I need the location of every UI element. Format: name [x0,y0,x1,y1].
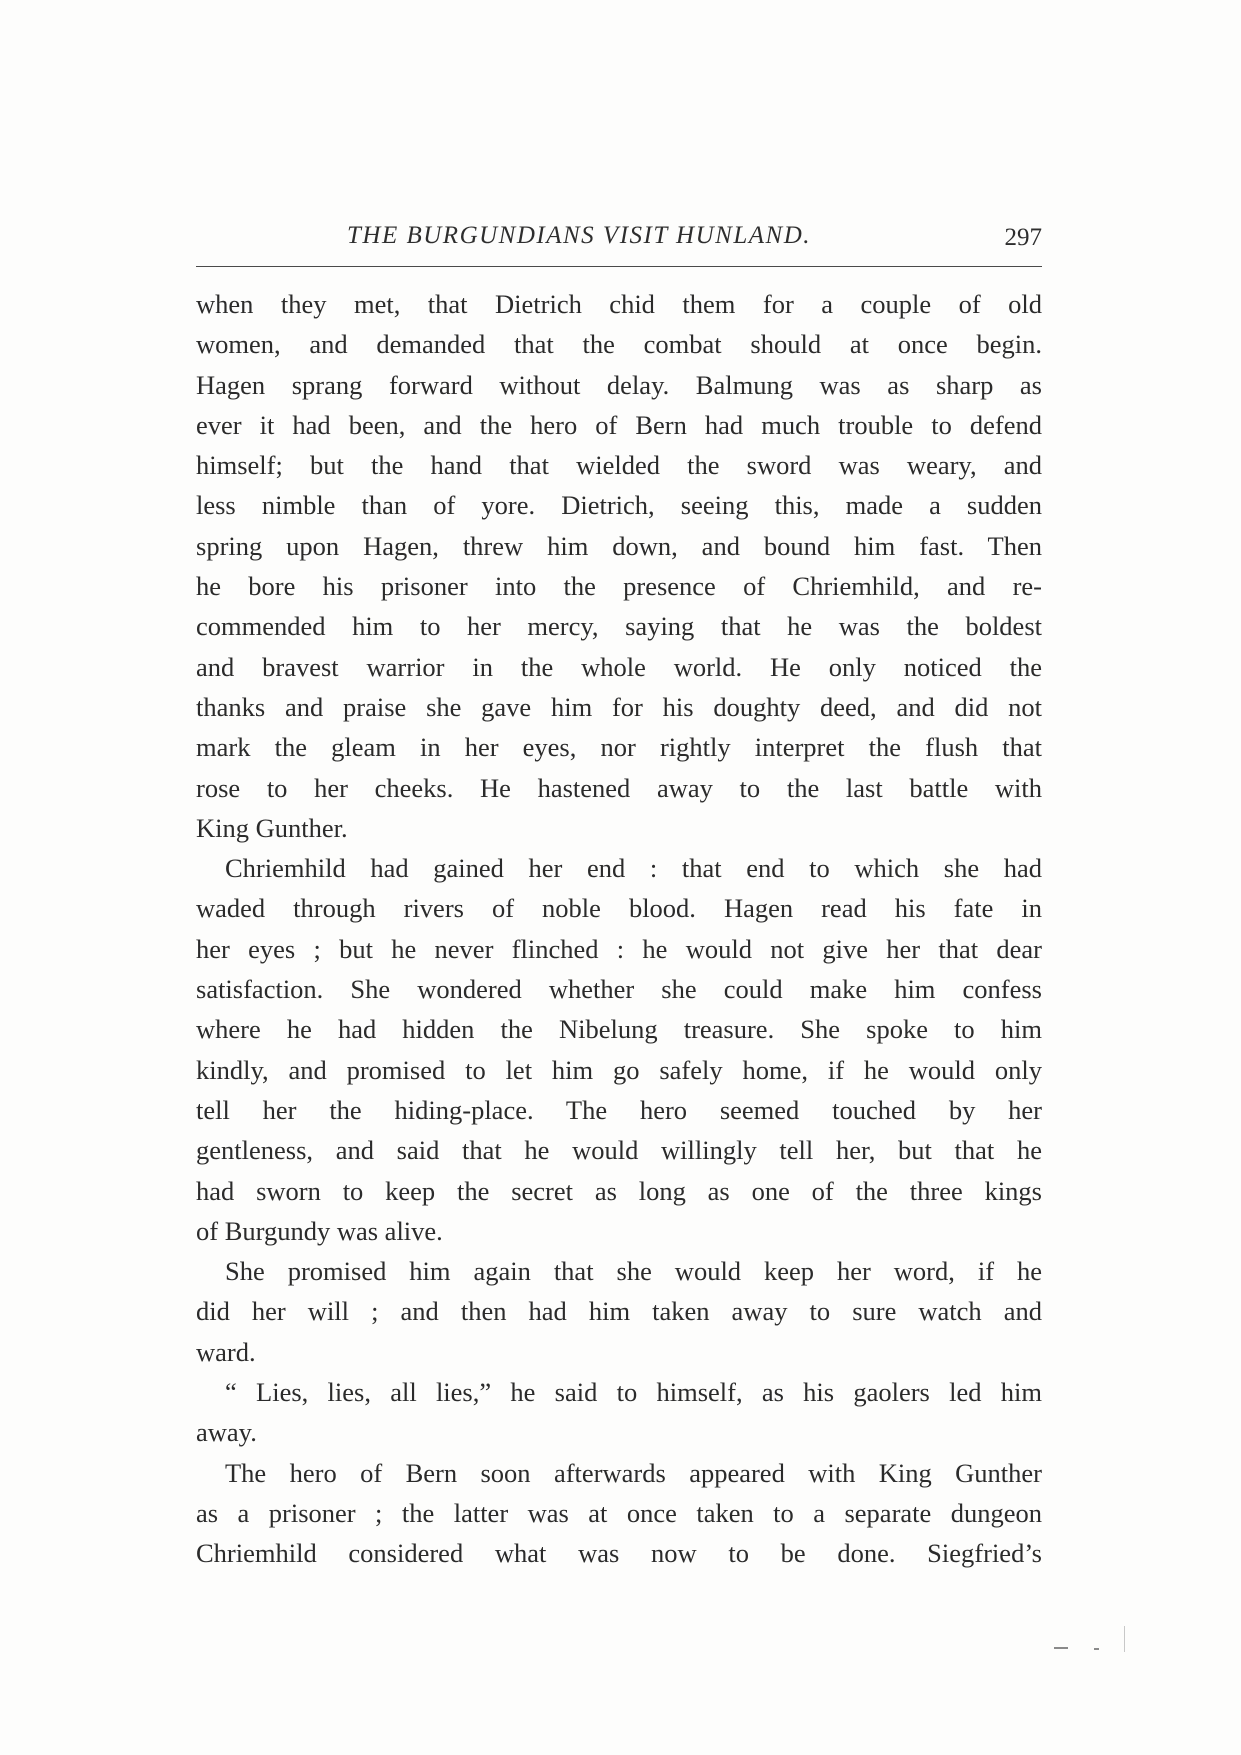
running-title: THE BURGUNDIANS VISIT HUNLAND. [347,222,811,249]
text-line: King Gunther. [196,812,348,843]
text-line: ward. [196,1336,256,1367]
text-line: thanks and praise she gave him for his doughty deed, and did not [196,691,1042,722]
text-line: She promised him again that she would keep her word, if he [225,1256,1042,1287]
text-line: The hero of Bern soon afterwards appeared with King Gunther [225,1457,1042,1488]
running-head [196,222,1042,262]
text-line: her eyes ; but he never flinched : he would not give her that dear [196,933,1042,964]
text-line: waded through rivers of noble blood. Hagen read his fate in [196,893,1042,924]
text-line: “ Lies, lies, all lies,” he said to himself, as his gaolers led him [225,1377,1042,1408]
scan-mark [1054,1647,1068,1649]
text-line: and bravest warrior in the whole world. He only noticed the [196,651,1042,682]
text-line: when they met, that Dietrich chid them for a couple of old [196,289,1042,319]
text-line: had sworn to keep the secret as long as one of the three kings [196,1175,1042,1206]
text-line: gentleness, and said that he would willingly tell her, but that he [196,1135,1042,1166]
body-text [196,284,1042,1574]
text-line: tell her the hiding-place. The hero seemed touched by her [196,1094,1042,1125]
text-line: less nimble than of yore. Dietrich, seeing this, made a sudden [196,490,1042,521]
text-line: as a prisoner ; the latter was at once taken to a separate dungeon [196,1497,1042,1528]
text-line: spring upon Hagen, threw him down, and bound him fast. Then [196,530,1042,561]
text-line: satisfaction. She wondered whether she could make him confess [196,974,1042,1005]
header-rule [196,266,1042,267]
scan-edge-mark [1124,1626,1125,1652]
text-line: Chriemhild had gained her end : that end to which she had [225,853,1042,884]
text-line: he bore his prisoner into the presence of Chriemhild, and re- [196,571,1042,602]
page-number: 297 [1004,224,1042,251]
text-line: of Burgundy was alive. [196,1215,443,1246]
text-line: himself; but the hand that wielded the sword was weary, and [196,450,1042,481]
text-line: mark the gleam in her eyes, nor rightly interpret the flush that [196,732,1042,763]
scan-mark [1094,1648,1099,1650]
text-line: kindly, and promised to let him go safely home, if he would only [196,1054,1042,1085]
text-line: Hagen sprang forward without delay. Balmung was as sharp as [196,369,1042,400]
text-line: did her will ; and then had him taken away to sure watch and [196,1296,1042,1327]
text-line: where he had hidden the Nibelung treasure. She spoke to him [196,1014,1042,1045]
text-line: Chriemhild considered what was now to be done. Siegfried’s [196,1538,1042,1569]
text-line: women, and demanded that the combat should at once begin. [196,329,1042,360]
text-line: rose to her cheeks. He hastened away to the last battle with [196,772,1042,803]
text-line: away. [196,1417,257,1448]
text-line: commended him to her mercy, saying that he was the boldest [196,611,1042,642]
text-line: ever it had been, and the hero of Bern had much trouble to defend [196,409,1042,440]
